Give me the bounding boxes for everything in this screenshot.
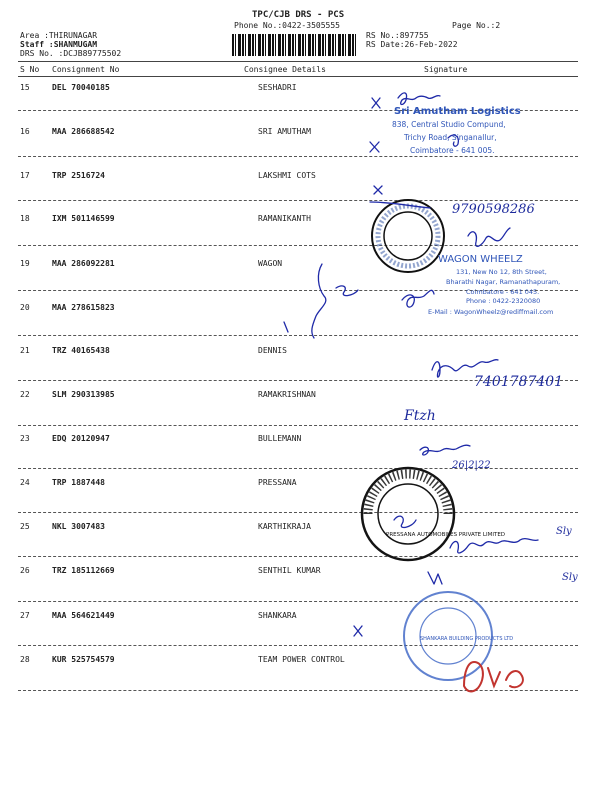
signature-row-19-20 — [284, 264, 434, 338]
row-consignment: MAA 278615823 — [52, 303, 115, 312]
handwritten-sly-row-26: Sly — [562, 572, 578, 583]
area-field: Area :THIRUNAGAR — [20, 31, 98, 40]
row-consignment: MAA 286688542 — [52, 127, 115, 136]
stamp-wagon-addr2: Bharathi Nagar, Ramanathapuram, — [446, 278, 561, 286]
stamp-wagon-addr3: Coimbatore - 641 045. — [466, 288, 540, 296]
row-consignee: LAKSHMI COTS — [258, 171, 316, 180]
row-consignee: RAMANIKANTH — [258, 214, 311, 223]
row-sno: 17 — [20, 171, 30, 180]
handwritten-phone-2: 7401787401 — [474, 374, 564, 390]
row-consignment: TRP 2516724 — [52, 171, 105, 180]
column-header-consignee: Consignee Details — [244, 65, 326, 74]
row-consignment: NKL 3007483 — [52, 522, 105, 531]
row-sno: 26 — [20, 566, 30, 575]
row-sno: 25 — [20, 522, 30, 531]
handwritten-sly-row-25: Sly — [556, 526, 572, 537]
row-sno: 16 — [20, 127, 30, 136]
phone-number: Phone No.:0422-3505555 — [234, 21, 340, 30]
row-consignment: MAA 286092281 — [52, 259, 115, 268]
row-sno: 15 — [20, 83, 30, 92]
row-consignee: SESHADRI — [258, 83, 297, 92]
row-consignment: KUR 525754579 — [52, 655, 115, 664]
row-sno: 22 — [20, 390, 30, 399]
row-sno: 20 — [20, 303, 30, 312]
staff-field: Staff :SHANMUGAM — [20, 40, 98, 49]
row-consignment: TRP 1887448 — [52, 478, 105, 487]
row-consignee: SENTHIL KUMAR — [258, 566, 321, 575]
signature-row-23 — [420, 445, 470, 455]
signature-row-17 — [370, 186, 430, 208]
rs-date: RS Date:26-Feb-2022 — [366, 40, 458, 49]
column-header-consignment: Consignment No — [52, 65, 120, 74]
column-header-sno: S No — [20, 65, 40, 74]
drs-number: DRS No. :DCJB89775502 — [20, 49, 122, 58]
row-consignee: PRESSANA — [258, 478, 297, 487]
row-consignment: TRZ 185112669 — [52, 566, 115, 575]
row-consignment: MAA 564621449 — [52, 611, 115, 620]
stamp-sri-amutham — [392, 106, 521, 155]
signature-row-18 — [468, 228, 510, 246]
row-sno: 23 — [20, 434, 30, 443]
row-consignee: RAMAKRISHNAN — [258, 390, 316, 399]
stamp-shankara — [404, 592, 513, 680]
row-consignee: BULLEMANN — [258, 434, 302, 443]
row-consignment: SLM 290313985 — [52, 390, 115, 399]
stamp-wagon-addr1: 131, New No 12, 8th Street, — [456, 268, 547, 276]
signature-row-25 — [450, 539, 538, 553]
stamp-wagon-phone: Phone : 0422-2320080 — [466, 297, 541, 305]
handwritten-date-row-23: 26|2|22 — [452, 460, 491, 471]
row-consignment: TRZ 40165438 — [52, 346, 110, 355]
column-header-signature: Signature — [424, 65, 468, 74]
document-title: TPC/CJB DRS - PCS — [252, 10, 345, 20]
row-consignment: IXM 501146599 — [52, 214, 115, 223]
row-consignee: DENNIS — [258, 346, 287, 355]
rs-number: RS No.:897755 — [366, 31, 429, 40]
stamp-shankara-text: SHANKARA BUILDING PRODUCTS LTD — [420, 636, 514, 642]
row-sno: 27 — [20, 611, 30, 620]
row-consignee: KARTHIKRAJA — [258, 522, 311, 531]
signature-row-28 — [464, 662, 523, 692]
stamp-amutham-name: Sri Amutham Logistics — [394, 106, 521, 117]
signature-row-27 — [354, 626, 362, 636]
stamp-circle-ramanikanth — [372, 200, 444, 272]
row-consignee: WAGON — [258, 259, 283, 268]
stamp-pressana-text: PRESSANA AUTOMOBILES PRIVATE LIMITED — [386, 532, 506, 538]
signature-row-22: Ftzh — [404, 408, 436, 424]
row-sno: 19 — [20, 259, 30, 268]
row-consignee: TEAM POWER CONTROL — [258, 655, 345, 664]
row-consignee: SHANKARA — [258, 611, 297, 620]
stamp-pressana — [362, 468, 505, 560]
stamp-amutham-addr2: Trichy Road, Singanallur, — [404, 133, 497, 142]
stamp-amutham-addr3: Coimbatore - 641 005. — [410, 146, 495, 155]
row-consignee: SRI AMUTHAM — [258, 127, 311, 136]
stamp-amutham-addr1: 838, Central Studio Compund, — [392, 120, 506, 129]
stamp-wagon-email: E-Mail : WagonWheelz@rediffmail.com — [428, 308, 554, 316]
page-number: Page No.:2 — [452, 21, 501, 30]
stamp-wagon-wheelz — [428, 254, 560, 316]
row-consignment: DEL 70040185 — [52, 83, 110, 92]
row-sno: 28 — [20, 655, 30, 664]
row-sno: 21 — [20, 346, 30, 355]
row-sno: 18 — [20, 214, 30, 223]
row-sno: 24 — [20, 478, 30, 487]
handwritten-phone-1: 9790598286 — [452, 202, 535, 217]
row-consignment: EDQ 20120947 — [52, 434, 110, 443]
stamp-wagon-name: WAGON WHEELZ — [438, 254, 523, 265]
signature-row-26 — [428, 572, 442, 584]
